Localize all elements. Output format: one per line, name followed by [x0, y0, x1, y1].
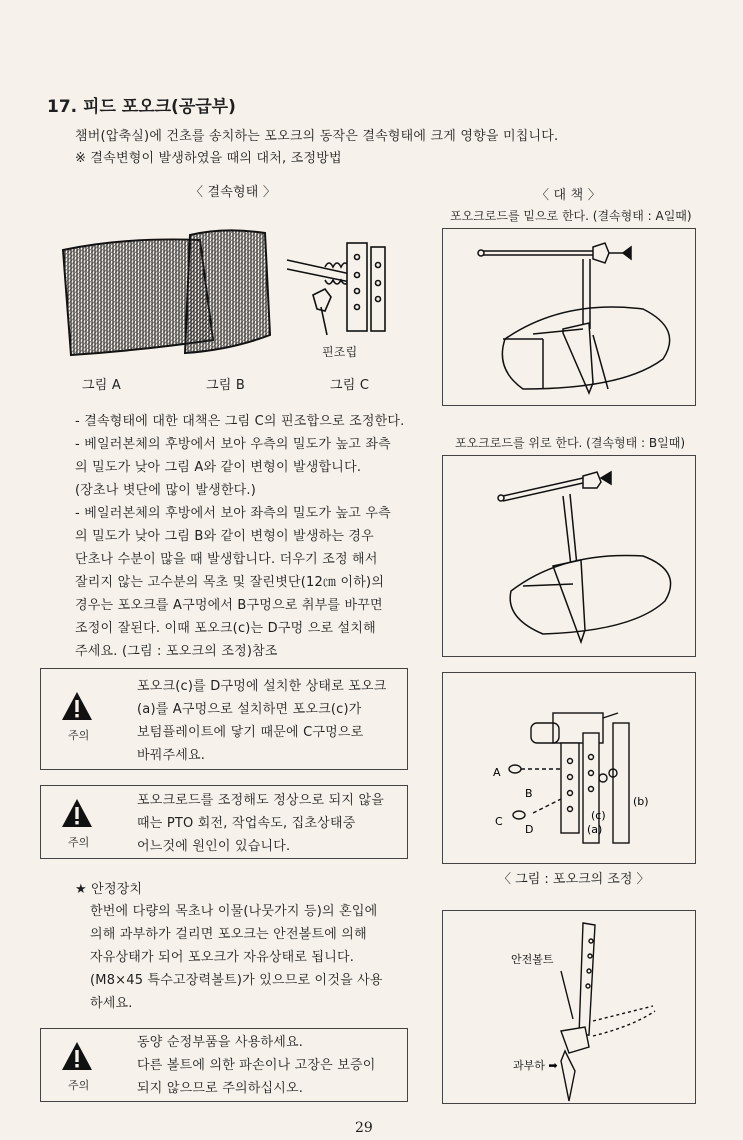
- fork-rod-down-diagram: [443, 229, 695, 405]
- caution-line: 동양 순정부품을 사용하세요.: [137, 1035, 304, 1050]
- caution-label: 주의: [68, 836, 90, 849]
- body-line: - 베일러본체의 후방에서 보아 우측의 밀도가 높고 좌측: [75, 437, 391, 452]
- safety-text: [90, 900, 420, 1015]
- caution-text: [137, 675, 387, 767]
- body-line: 잘리지 않는 고수분의 목초 및 잘린볏단(12㎝ 이하)의: [75, 575, 385, 590]
- fig-b-caption: 그림 B: [206, 378, 245, 393]
- safety-line: (M8×45 특수고장력볼트)가 있으므로 이것을 사용: [90, 973, 383, 988]
- caution-box-3: [40, 1028, 408, 1102]
- caution-line: 되지 않으므로 주의하십시오.: [137, 1081, 304, 1096]
- panel-1-caption: 포오크로드를 밑으로 한다. (결속형태 : A일때): [450, 209, 692, 223]
- caution-line: 보텀플레이트에 닿기 때문에 C구멍으로: [137, 725, 364, 740]
- body-line: 조정이 잘된다. 이때 포오크(c)는 D구멍 으로 설치해: [75, 621, 376, 636]
- caution-line: 다른 볼트에 의한 파손이나 고장은 보증이: [137, 1058, 376, 1073]
- bale-b-illustration: [185, 230, 270, 353]
- body-line: - 베일러본체의 후방에서 보아 좌측의 밀도가 높고 우측: [75, 506, 391, 521]
- hole-b-label: B: [525, 787, 533, 800]
- fig-c-caption: 그림 C: [330, 378, 370, 393]
- safety-title: ★ 안정장치: [75, 882, 143, 897]
- safety-line: 한번에 다량의 목초나 이물(나뭇가지 등)의 혼입에: [90, 904, 378, 919]
- pin-label: 핀조립: [322, 345, 358, 359]
- body-line: 경우는 포오크를 A구멍에서 B구멍으로 취부를 바꾸면: [75, 598, 383, 613]
- body-line: 의 밀도가 낮아 그림 B와 같이 변형이 발생하는 경우: [75, 529, 374, 544]
- hole-a-label: A: [493, 766, 501, 779]
- fork-c-label: (c): [591, 809, 606, 822]
- hole-d-label: D: [525, 823, 534, 836]
- fork-a-label: (a): [587, 823, 603, 836]
- panel-4: [442, 910, 696, 1104]
- safety-bolt-diagram: [443, 911, 695, 1103]
- pin-assembly-illustration: [287, 243, 385, 335]
- adjustment-caption: 〈 그림 : 포오크의 조정 〉: [498, 872, 650, 887]
- body-line: (장초나 볏단에 많이 발생한다.): [75, 483, 256, 498]
- body-line: 주세요. (그림 : 포오크의 조정)참조: [75, 644, 278, 659]
- countermeasure-label: 〈 대 책 〉: [536, 188, 601, 203]
- warning-icon: [61, 691, 93, 721]
- caution-text: [137, 789, 384, 858]
- caution-line: 어느것에 원인이 있습니다.: [137, 839, 291, 854]
- caution-line: 때는 PTO 회전, 작업속도, 집초상태중: [137, 816, 356, 831]
- panel-1: [442, 228, 696, 406]
- body-line: - 결속형태에 대한 대책은 그림 C의 핀조합으로 조정한다.: [75, 414, 405, 429]
- fig-a-caption: 그림 A: [82, 378, 121, 393]
- page-title: 17. 피드 포오크(공급부): [47, 97, 236, 117]
- fork-adjustment-diagram: [443, 673, 695, 863]
- caution-line: 포오크로드를 조정해도 정상으로 되지 않을: [137, 793, 384, 808]
- overload-label: 과부하 ➡: [513, 1059, 558, 1072]
- panel-2: [442, 455, 696, 657]
- caution-line: (a)를 A구멍으로 설치하면 포오크(c)가: [137, 702, 362, 717]
- warning-icon: [61, 1041, 93, 1071]
- body-line: 의 밀도가 낮아 그림 A와 같이 변형이 발생합니다.: [75, 460, 362, 475]
- intro-line-1: 챔버(압축실)에 건초를 송치하는 포오크의 동작은 결속형태에 크게 영향을 미칩니다.: [75, 129, 559, 144]
- panel-3: [442, 672, 696, 864]
- fork-b-label: (b): [633, 795, 649, 808]
- binding-form-label: 〈 결속형태 〉: [190, 185, 277, 200]
- intro-line-2: ※ 결속변형이 발생하였을 때의 대처, 조정방법: [75, 151, 342, 166]
- page-number: 29: [355, 1120, 373, 1136]
- panel-2-caption: 포오크로드를 위로 한다. (결속형태 : B일때): [455, 436, 685, 450]
- caution-box-1: [40, 668, 408, 770]
- safety-line: 자유상태가 되어 포오크가 자유상태로 됩니다.: [90, 950, 355, 965]
- body-line: 단초나 수분이 많을 때 발생합니다. 더우기 조정 해서: [75, 552, 378, 567]
- safety-line: 의해 과부하가 걸리면 포오크는 안전볼트에 의해: [90, 927, 367, 942]
- safety-bolt-label: 안전볼트: [511, 953, 554, 966]
- caution-text: [137, 1031, 376, 1100]
- hole-c-label: C: [495, 815, 503, 828]
- caution-line: 포오크(c)를 D구멍에 설치한 상태로 포오크: [137, 679, 387, 694]
- body-text: [75, 410, 420, 663]
- fork-rod-up-diagram: [443, 456, 695, 656]
- caution-line: 바꿔주세요.: [137, 748, 206, 763]
- caution-box-2: [40, 785, 408, 859]
- warning-icon: [61, 798, 93, 828]
- caution-label: 주의: [68, 729, 90, 742]
- caution-label: 주의: [68, 1079, 90, 1092]
- safety-line: 하세요.: [90, 996, 133, 1011]
